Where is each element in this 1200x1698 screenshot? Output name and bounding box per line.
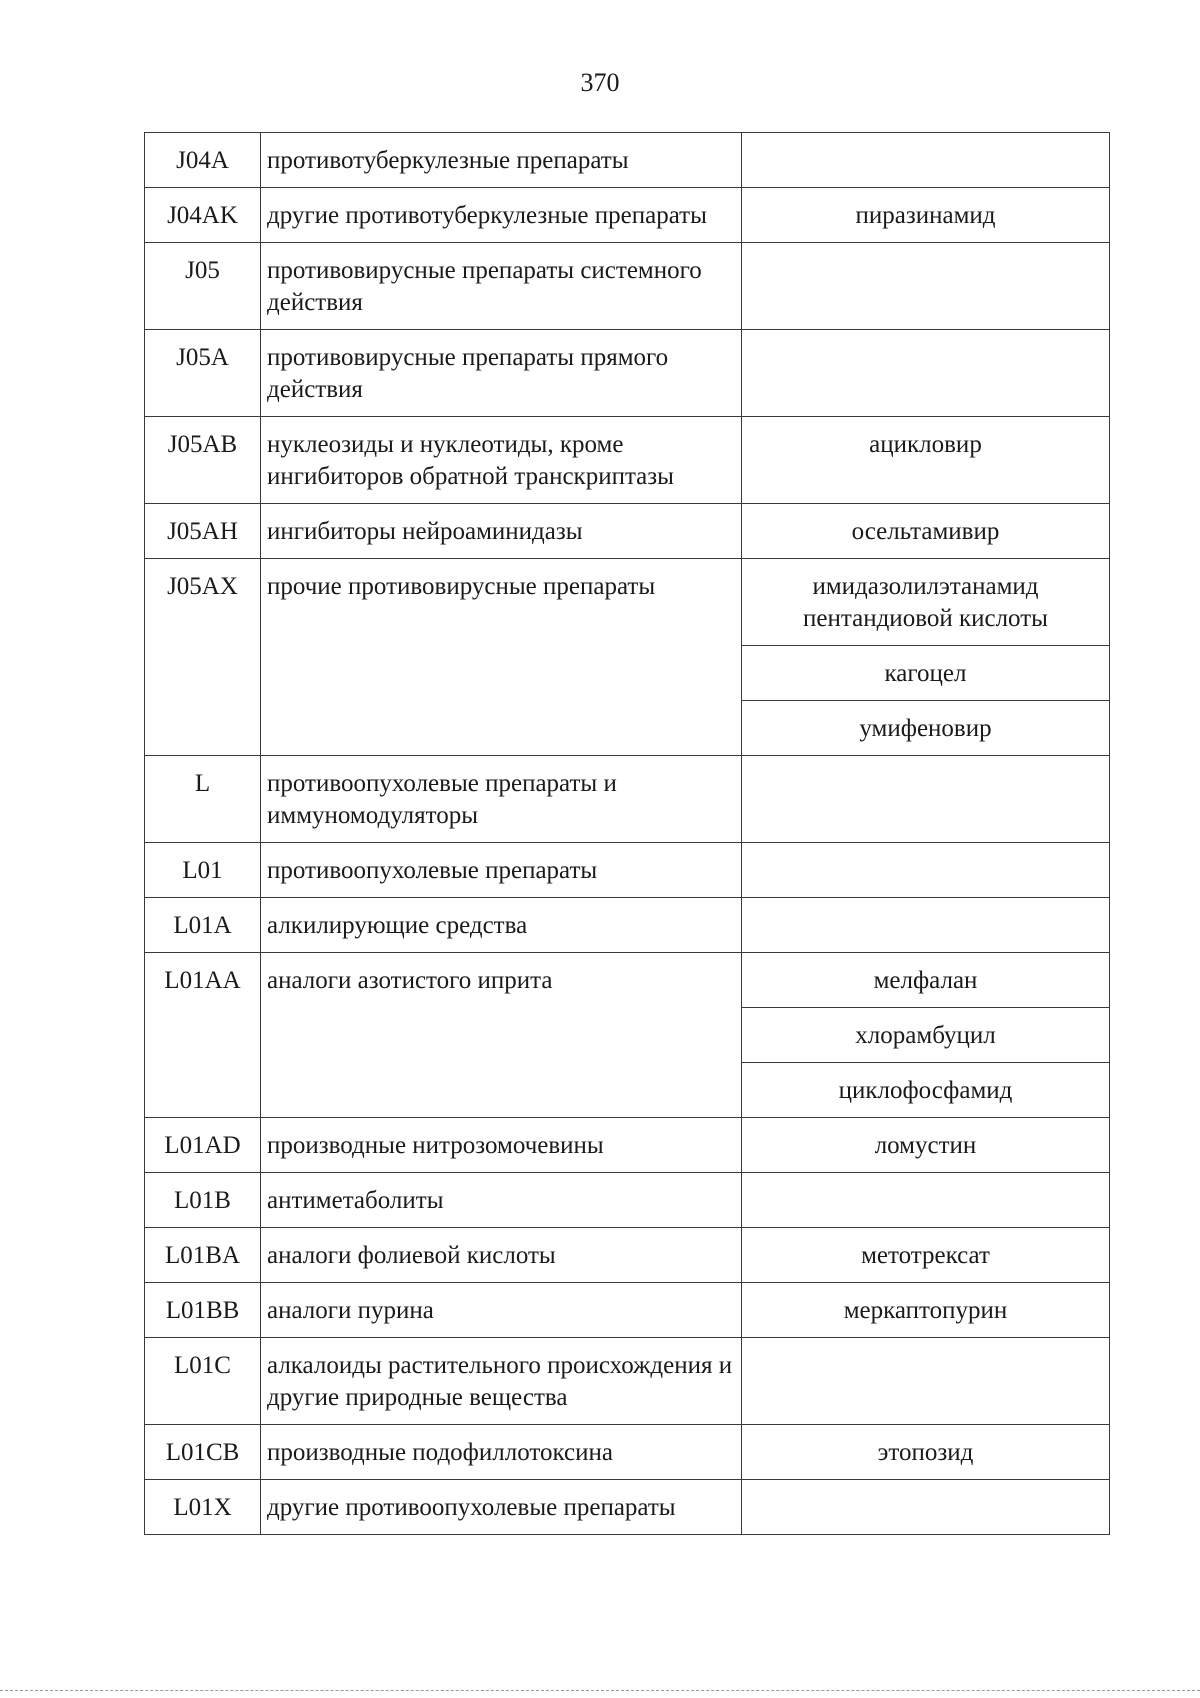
table-row — [145, 843, 1110, 898]
group-name-cell: производные нитрозомочевины — [261, 1118, 742, 1173]
drug-name-cell: метотрексат — [742, 1228, 1110, 1283]
atc-code-cell: L01X — [145, 1480, 261, 1535]
table-row — [145, 133, 1110, 188]
bottom-divider — [0, 1690, 1200, 1691]
drug-name-cell: циклофосфамид — [742, 1063, 1110, 1118]
atc-code-cell: L01CB — [145, 1425, 261, 1480]
drug-cell-empty — [742, 756, 1110, 843]
drug-name-cell: хлорамбуцил — [742, 1008, 1110, 1063]
table-row — [145, 898, 1110, 953]
drug-name-cell: осельтамивир — [742, 504, 1110, 559]
group-name-cell: производные подофиллотоксина — [261, 1425, 742, 1480]
atc-code-cell: J05A — [145, 330, 261, 417]
group-name-cell: противоопухолевые препараты и иммуномодуляторы — [261, 756, 742, 843]
drug-cell-empty — [742, 1480, 1110, 1535]
drug-cell-empty — [742, 898, 1110, 953]
drug-name-cell: кагоцел — [742, 646, 1110, 701]
drug-cell-empty — [742, 243, 1110, 330]
table-row — [145, 188, 1110, 243]
drug-name-cell: этопозид — [742, 1425, 1110, 1480]
group-name-cell: алкилирующие средства — [261, 898, 742, 953]
group-name-cell: прочие противовирусные препараты — [261, 559, 742, 756]
group-name-cell: нуклеозиды и нуклеотиды, кроме ингибиторов обратной транскриптазы — [261, 417, 742, 504]
table-row — [145, 1173, 1110, 1228]
atc-code-cell: L01 — [145, 843, 261, 898]
table-body — [145, 133, 1110, 1535]
atc-code-cell: J04A — [145, 133, 261, 188]
atc-code-cell: L — [145, 756, 261, 843]
group-name-cell: аналоги пурина — [261, 1283, 742, 1338]
drug-cell-empty — [742, 133, 1110, 188]
drug-cell-empty — [742, 1338, 1110, 1425]
table-row — [145, 1338, 1110, 1425]
group-name-cell: другие противоопухолевые препараты — [261, 1480, 742, 1535]
table-row — [145, 1480, 1110, 1535]
group-name-cell: аналоги азотистого иприта — [261, 953, 742, 1118]
drug-name-cell: мелфалан — [742, 953, 1110, 1008]
atc-code-cell: L01A — [145, 898, 261, 953]
atc-code-cell: L01AA — [145, 953, 261, 1118]
table-row — [145, 559, 1110, 646]
group-name-cell: противовирусные препараты системного действия — [261, 243, 742, 330]
drug-cell-empty — [742, 1173, 1110, 1228]
group-name-cell: противоопухолевые препараты — [261, 843, 742, 898]
drug-name-cell: умифеновир — [742, 701, 1110, 756]
table-row — [145, 1425, 1110, 1480]
atc-code-cell: J05AB — [145, 417, 261, 504]
atc-code-cell: L01C — [145, 1338, 261, 1425]
atc-code-cell: L01AD — [145, 1118, 261, 1173]
group-name-cell: ингибиторы нейроаминидазы — [261, 504, 742, 559]
table-row — [145, 953, 1110, 1008]
drug-cell-empty — [742, 843, 1110, 898]
atc-code-cell: J05AX — [145, 559, 261, 756]
drug-name-cell: ломустин — [742, 1118, 1110, 1173]
table-row — [145, 243, 1110, 330]
group-name-cell: аналоги фолиевой кислоты — [261, 1228, 742, 1283]
group-name-cell: противовирусные препараты прямого действия — [261, 330, 742, 417]
page-number: 370 — [580, 68, 620, 97]
table-row — [145, 417, 1110, 504]
group-name-cell: алкалоиды растительного происхождения и другие природные вещества — [261, 1338, 742, 1425]
table-row — [145, 1228, 1110, 1283]
drug-cell-empty — [742, 330, 1110, 417]
table-row — [145, 1118, 1110, 1173]
table-row — [145, 504, 1110, 559]
group-name-cell: другие противотуберкулезные препараты — [261, 188, 742, 243]
group-name-cell: противотуберкулезные препараты — [261, 133, 742, 188]
table-row — [145, 1283, 1110, 1338]
drug-name-cell: ацикловир — [742, 417, 1110, 504]
atc-code-cell: L01BB — [145, 1283, 261, 1338]
atc-code-cell: J04AK — [145, 188, 261, 243]
atc-code-cell: J05 — [145, 243, 261, 330]
drug-name-cell: имидазолилэтанамид пентандиовой кислоты — [742, 559, 1110, 646]
drug-classification-table — [144, 132, 1110, 1535]
atc-code-cell: L01B — [145, 1173, 261, 1228]
drug-name-cell: меркаптопурин — [742, 1283, 1110, 1338]
atc-code-cell: J05AH — [145, 504, 261, 559]
atc-code-cell: L01BA — [145, 1228, 261, 1283]
table-row — [145, 756, 1110, 843]
group-name-cell: антиметаболиты — [261, 1173, 742, 1228]
table-row — [145, 330, 1110, 417]
drug-name-cell: пиразинамид — [742, 188, 1110, 243]
